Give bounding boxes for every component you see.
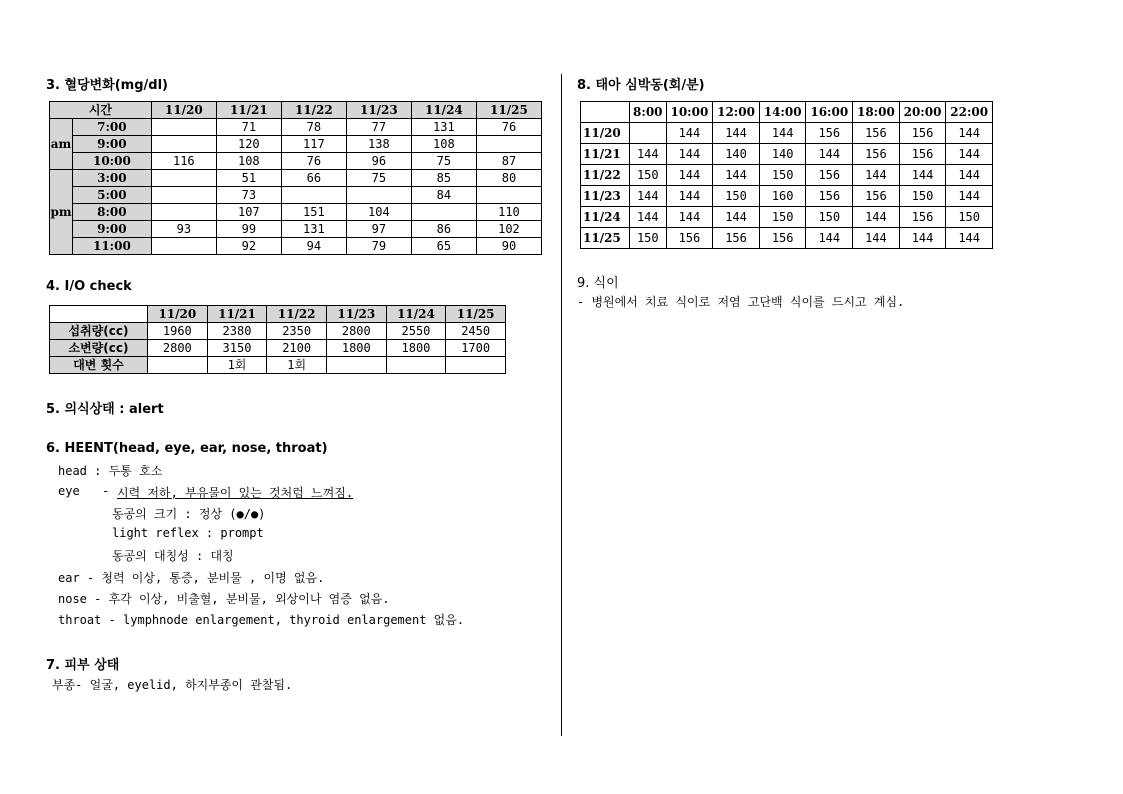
table-cell: 156 bbox=[899, 123, 946, 144]
table-cell: 90 bbox=[476, 238, 541, 255]
table-cell: 156 bbox=[899, 207, 946, 228]
time-label: 9:00 bbox=[73, 136, 152, 153]
table-cell: 140 bbox=[713, 144, 760, 165]
table-cell: 144 bbox=[899, 165, 946, 186]
table-row bbox=[581, 123, 993, 144]
table-cell bbox=[151, 187, 216, 204]
time-header: 8:00 bbox=[630, 102, 667, 123]
table-cell: 144 bbox=[759, 123, 806, 144]
table-cell: 78 bbox=[281, 119, 346, 136]
section-9-title: 9. 식이 bbox=[577, 276, 619, 291]
table-cell: 66 bbox=[281, 170, 346, 187]
table-cell: 144 bbox=[666, 186, 713, 207]
time-header: 14:00 bbox=[759, 102, 806, 123]
table-row bbox=[50, 340, 506, 357]
table-cell bbox=[151, 238, 216, 255]
table-cell: 71 bbox=[216, 119, 281, 136]
table-cell: 1800 bbox=[326, 340, 386, 357]
table-cell: 150 bbox=[713, 186, 760, 207]
time-label: 7:00 bbox=[73, 119, 152, 136]
table-cell: 144 bbox=[806, 144, 853, 165]
table-cell: 131 bbox=[281, 221, 346, 238]
table-cell: 160 bbox=[759, 186, 806, 207]
table-cell: 156 bbox=[806, 186, 853, 207]
time-label: 3:00 bbox=[73, 170, 152, 187]
table-cell: 92 bbox=[216, 238, 281, 255]
table-row bbox=[50, 119, 542, 136]
column-divider bbox=[561, 74, 562, 736]
table-cell: 80 bbox=[476, 170, 541, 187]
table-cell bbox=[151, 136, 216, 153]
table-cell: 144 bbox=[853, 228, 900, 249]
table-cell: 144 bbox=[853, 207, 900, 228]
table-row bbox=[50, 221, 542, 238]
table-cell: 140 bbox=[759, 144, 806, 165]
table-cell: 104 bbox=[346, 204, 411, 221]
table-row bbox=[581, 207, 993, 228]
date-header: 11/25 bbox=[476, 102, 541, 119]
table-row bbox=[50, 357, 506, 374]
table-cell: 120 bbox=[216, 136, 281, 153]
io-corner bbox=[50, 306, 148, 323]
table-cell: 1회 bbox=[207, 357, 267, 374]
table-cell: 76 bbox=[476, 119, 541, 136]
table-cell: 2800 bbox=[148, 340, 208, 357]
table-cell: 156 bbox=[806, 123, 853, 144]
row-label: 소변량(cc) bbox=[50, 340, 148, 357]
heent-nose: nose - 후각 이상, 비출혈, 분비물, 외상이나 염증 없음. bbox=[58, 592, 390, 606]
table-cell: 94 bbox=[281, 238, 346, 255]
date-header: 11/24 bbox=[411, 102, 476, 119]
table-cell: 2100 bbox=[267, 340, 327, 357]
heent-head: head : 두통 호소 bbox=[58, 464, 163, 478]
skin-edema: 부종- 얼굴, eyelid, 하지부종이 관찰됨. bbox=[52, 678, 293, 692]
row-label: 대변 횟수 bbox=[50, 357, 148, 374]
table-cell: 110 bbox=[476, 204, 541, 221]
table-cell: 150 bbox=[759, 165, 806, 186]
table-cell: 76 bbox=[281, 153, 346, 170]
diet-body: - 병원에서 치료 식이로 저염 고단백 식이를 드시고 계심. bbox=[577, 295, 905, 309]
heent-throat: throat - lymphnode enlargement, thyroid enlargement 없음. bbox=[58, 613, 465, 627]
table-cell: 156 bbox=[853, 186, 900, 207]
table-cell: 156 bbox=[853, 123, 900, 144]
table-cell: 87 bbox=[476, 153, 541, 170]
table-cell bbox=[346, 187, 411, 204]
time-header: 10:00 bbox=[666, 102, 713, 123]
period-label: pm bbox=[50, 170, 73, 255]
table-cell: 51 bbox=[216, 170, 281, 187]
table-cell: 156 bbox=[666, 228, 713, 249]
table-cell: 2350 bbox=[267, 323, 327, 340]
table-cell: 108 bbox=[216, 153, 281, 170]
table-cell: 150 bbox=[759, 207, 806, 228]
heent-eye-light-reflex: light reflex : prompt bbox=[112, 526, 264, 540]
table-cell: 144 bbox=[666, 144, 713, 165]
blood-glucose-table bbox=[49, 101, 542, 255]
table-cell: 131 bbox=[411, 119, 476, 136]
table-cell: 2450 bbox=[446, 323, 506, 340]
table-cell: 144 bbox=[946, 228, 993, 249]
heent-eye-pupil-size: 동공의 크기 : 정상 (●/●) bbox=[112, 507, 266, 521]
table-cell: 144 bbox=[853, 165, 900, 186]
date-header: 11/23 bbox=[346, 102, 411, 119]
table-cell: 156 bbox=[899, 144, 946, 165]
table-cell: 93 bbox=[151, 221, 216, 238]
table-cell bbox=[148, 357, 208, 374]
table-cell: 144 bbox=[946, 165, 993, 186]
table-cell bbox=[476, 136, 541, 153]
table-row bbox=[50, 323, 506, 340]
section-5-title: 5. 의식상태 : alert bbox=[46, 402, 164, 417]
row-date: 11/21 bbox=[581, 144, 630, 165]
fetal-heart-rate-table bbox=[580, 101, 993, 249]
fhr-corner bbox=[581, 102, 630, 123]
table-cell: 144 bbox=[666, 165, 713, 186]
table-cell: 144 bbox=[666, 123, 713, 144]
time-label: 9:00 bbox=[73, 221, 152, 238]
table-cell: 117 bbox=[281, 136, 346, 153]
table-cell: 96 bbox=[346, 153, 411, 170]
table-row bbox=[50, 170, 542, 187]
heent-ear: ear - 청력 이상, 통증, 분비물 , 이명 없음. bbox=[58, 571, 325, 585]
table-row bbox=[50, 136, 542, 153]
row-date: 11/20 bbox=[581, 123, 630, 144]
table-cell bbox=[326, 357, 386, 374]
table-cell: 151 bbox=[281, 204, 346, 221]
heent-eye-dash: - bbox=[102, 484, 110, 498]
date-header: 11/23 bbox=[326, 306, 386, 323]
table-cell: 144 bbox=[630, 207, 667, 228]
period-label: am bbox=[50, 119, 73, 170]
time-header: 18:00 bbox=[853, 102, 900, 123]
section-8-title: 8. 태아 심박동(회/분) bbox=[577, 78, 705, 93]
table-cell: 1800 bbox=[386, 340, 446, 357]
table-cell: 144 bbox=[899, 228, 946, 249]
date-header: 11/21 bbox=[216, 102, 281, 119]
table-cell bbox=[151, 204, 216, 221]
table-cell: 156 bbox=[853, 144, 900, 165]
section-6-title: 6. HEENT(head, eye, ear, nose, throat) bbox=[46, 441, 328, 456]
heent-eye-symmetry: 동공의 대칭성 : 대칭 bbox=[112, 549, 234, 563]
table-cell: 116 bbox=[151, 153, 216, 170]
table-cell bbox=[151, 170, 216, 187]
time-header: 12:00 bbox=[713, 102, 760, 123]
heent-eye-label: eye bbox=[58, 484, 80, 498]
table-cell bbox=[476, 187, 541, 204]
table-cell: 144 bbox=[630, 186, 667, 207]
table-cell: 156 bbox=[713, 228, 760, 249]
table-row bbox=[50, 204, 542, 221]
table-cell: 138 bbox=[346, 136, 411, 153]
time-label: 5:00 bbox=[73, 187, 152, 204]
table-cell: 144 bbox=[713, 123, 760, 144]
table-cell: 77 bbox=[346, 119, 411, 136]
time-label: 10:00 bbox=[73, 153, 152, 170]
table-cell: 2550 bbox=[386, 323, 446, 340]
table-cell: 97 bbox=[346, 221, 411, 238]
table-cell: 85 bbox=[411, 170, 476, 187]
table-cell: 150 bbox=[630, 165, 667, 186]
table-cell: 99 bbox=[216, 221, 281, 238]
table-cell: 144 bbox=[946, 123, 993, 144]
table-cell: 1960 bbox=[148, 323, 208, 340]
row-date: 11/24 bbox=[581, 207, 630, 228]
corner-header: 시간 bbox=[50, 102, 152, 119]
table-row bbox=[50, 153, 542, 170]
table-cell: 150 bbox=[806, 207, 853, 228]
time-header: 22:00 bbox=[946, 102, 993, 123]
table-cell: 75 bbox=[411, 153, 476, 170]
table-cell: 2800 bbox=[326, 323, 386, 340]
table-cell: 150 bbox=[630, 228, 667, 249]
row-label: 섭취량(cc) bbox=[50, 323, 148, 340]
table-row bbox=[581, 228, 993, 249]
heent-eye-main: 시력 저하, 부유물이 있는 것처럼 느껴짐. bbox=[117, 486, 354, 500]
row-date: 11/22 bbox=[581, 165, 630, 186]
table-cell bbox=[411, 204, 476, 221]
table-cell bbox=[386, 357, 446, 374]
time-label: 8:00 bbox=[73, 204, 152, 221]
section-3-title: 3. 혈당변화(mg/dl) bbox=[46, 78, 168, 93]
table-cell: 1회 bbox=[267, 357, 327, 374]
table-cell: 1700 bbox=[446, 340, 506, 357]
table-row bbox=[50, 187, 542, 204]
table-row bbox=[581, 165, 993, 186]
table-cell bbox=[630, 123, 667, 144]
date-header: 11/25 bbox=[446, 306, 506, 323]
table-cell: 65 bbox=[411, 238, 476, 255]
table-cell: 144 bbox=[630, 144, 667, 165]
table-row bbox=[50, 238, 542, 255]
row-date: 11/23 bbox=[581, 186, 630, 207]
table-cell: 2380 bbox=[207, 323, 267, 340]
table-cell: 3150 bbox=[207, 340, 267, 357]
table-cell bbox=[281, 187, 346, 204]
row-date: 11/25 bbox=[581, 228, 630, 249]
date-header: 11/20 bbox=[148, 306, 208, 323]
table-cell: 84 bbox=[411, 187, 476, 204]
date-header: 11/22 bbox=[281, 102, 346, 119]
table-cell: 156 bbox=[806, 165, 853, 186]
io-check-table bbox=[49, 305, 506, 374]
table-cell: 144 bbox=[666, 207, 713, 228]
table-cell: 79 bbox=[346, 238, 411, 255]
table-cell: 75 bbox=[346, 170, 411, 187]
table-cell: 107 bbox=[216, 204, 281, 221]
time-label: 11:00 bbox=[73, 238, 152, 255]
table-cell: 144 bbox=[806, 228, 853, 249]
section-7-title: 7. 피부 상태 bbox=[46, 658, 120, 673]
table-cell bbox=[446, 357, 506, 374]
table-row bbox=[581, 186, 993, 207]
table-cell: 144 bbox=[946, 144, 993, 165]
table-cell: 102 bbox=[476, 221, 541, 238]
date-header: 11/20 bbox=[151, 102, 216, 119]
time-header: 20:00 bbox=[899, 102, 946, 123]
time-header: 16:00 bbox=[806, 102, 853, 123]
date-header: 11/22 bbox=[267, 306, 327, 323]
table-cell: 144 bbox=[946, 186, 993, 207]
table-cell: 73 bbox=[216, 187, 281, 204]
table-cell: 144 bbox=[713, 207, 760, 228]
table-cell bbox=[151, 119, 216, 136]
section-4-title: 4. I/O check bbox=[46, 279, 132, 294]
table-cell: 150 bbox=[946, 207, 993, 228]
date-header: 11/24 bbox=[386, 306, 446, 323]
table-cell: 156 bbox=[759, 228, 806, 249]
table-row bbox=[581, 144, 993, 165]
table-cell: 144 bbox=[713, 165, 760, 186]
table-cell: 150 bbox=[899, 186, 946, 207]
table-cell: 86 bbox=[411, 221, 476, 238]
table-cell: 108 bbox=[411, 136, 476, 153]
date-header: 11/21 bbox=[207, 306, 267, 323]
